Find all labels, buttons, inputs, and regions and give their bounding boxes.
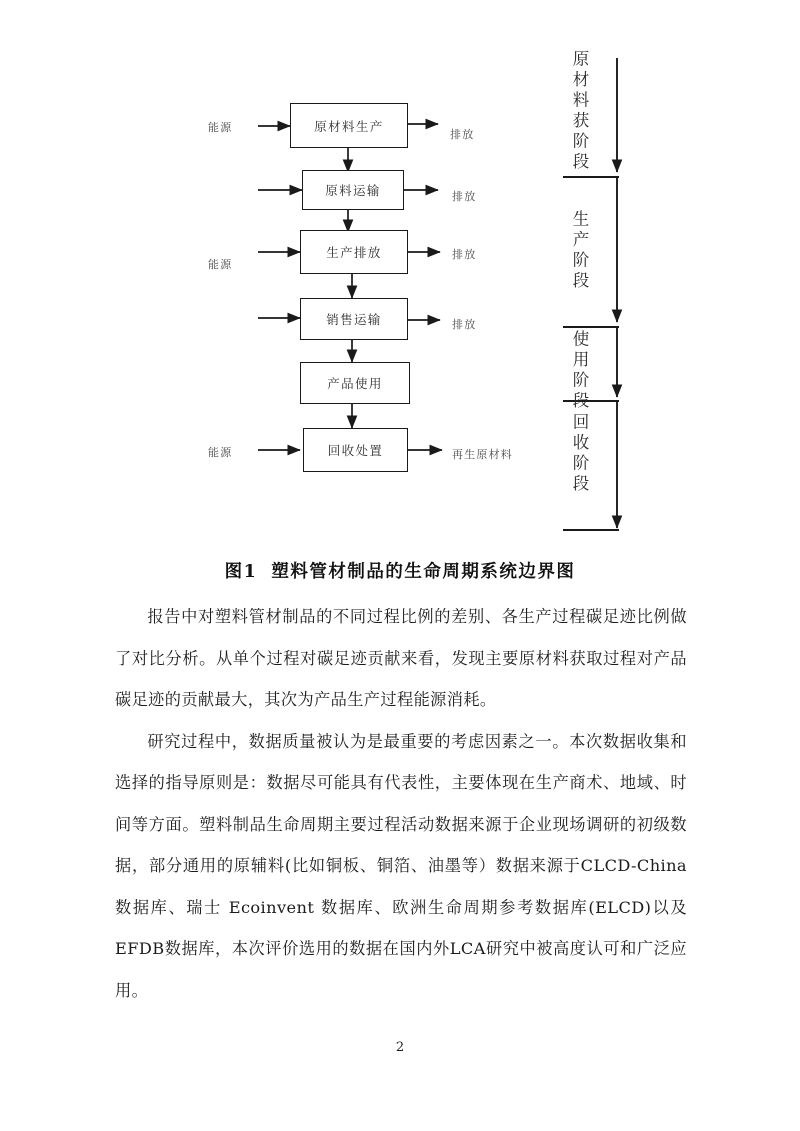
diagram-lines-layer [0,0,800,560]
label-emission-1: 排放 [450,128,475,141]
label-energy-input-2: 能源 [208,258,233,271]
stage-label-recycling: 回收阶段 [570,413,589,495]
flow-box-label: 回收处置 [327,443,384,458]
flow-box-product-use [300,362,410,404]
label-energy-input-1: 能源 [208,121,233,134]
flow-box-production-emission [300,230,408,274]
label-emission-2: 排放 [452,190,477,203]
body-text [115,596,687,1011]
figure-caption [0,558,800,583]
figure-system-boundary-diagram [0,0,800,560]
flow-box-raw-material-transport [302,170,404,210]
label-emission-3: 排放 [452,248,477,261]
label-recycled-raw-material: 再生原材料 [452,448,513,461]
flow-box-label: 原材料生产 [314,118,384,134]
stage-label-production: 生产阶段 [570,210,589,292]
paragraph-1: 报告中对塑料管材制品的不同过程比例的差别、各生产过程碳足迹比例做了对比分析。从单个过程对碳足迹贡献来看，发现主要原材料获取过程对产品碳足迹的贡献最大，其次为产品生产过程能源消耗。 [115,607,687,709]
paragraph-2: 研究过程中，数据质量被认为是最重要的考虑因素之一。本次数据收集和选择的指导原则是：数据尽可能具有代表性，主要体现在生产商术、地域、时间等方面。塑料制品生命周期主要过程活动数据来源于企业现场调研的初级数据，部分通用的原辅料(比如铜板、铜箔、油墨等）数据来源于CLCD-China 数据库、瑞士 Ecoinvent 数据库、欧洲生命周期参考数据库(ELCD)以及EFDB数据库，本次评价选用的数据在国内外LCA研究中被高度认可和广泛应用。 [115,731,687,1000]
stage-label-raw-material-acquisition: 原材料获阶段 [570,50,589,173]
flow-box-label: 产品使用 [327,376,383,391]
label-emission-4: 排放 [452,318,477,331]
flow-box-recycling-disposal [303,428,408,472]
figure-caption-number: 图1 [224,562,258,582]
figure-caption-title: 塑料管材制品的生命周期系统边界图 [271,562,576,582]
page-number: 2 [395,1040,405,1055]
flow-box-label: 销售运输 [326,312,382,327]
flow-box-label: 生产排放 [326,245,382,260]
stage-label-use: 使用阶段 [570,330,589,412]
flow-box-label: 原料运输 [325,183,381,198]
flow-box-raw-material-production [290,103,408,148]
label-energy-input-3: 能源 [208,446,233,459]
flow-box-sales-transport [300,298,408,340]
